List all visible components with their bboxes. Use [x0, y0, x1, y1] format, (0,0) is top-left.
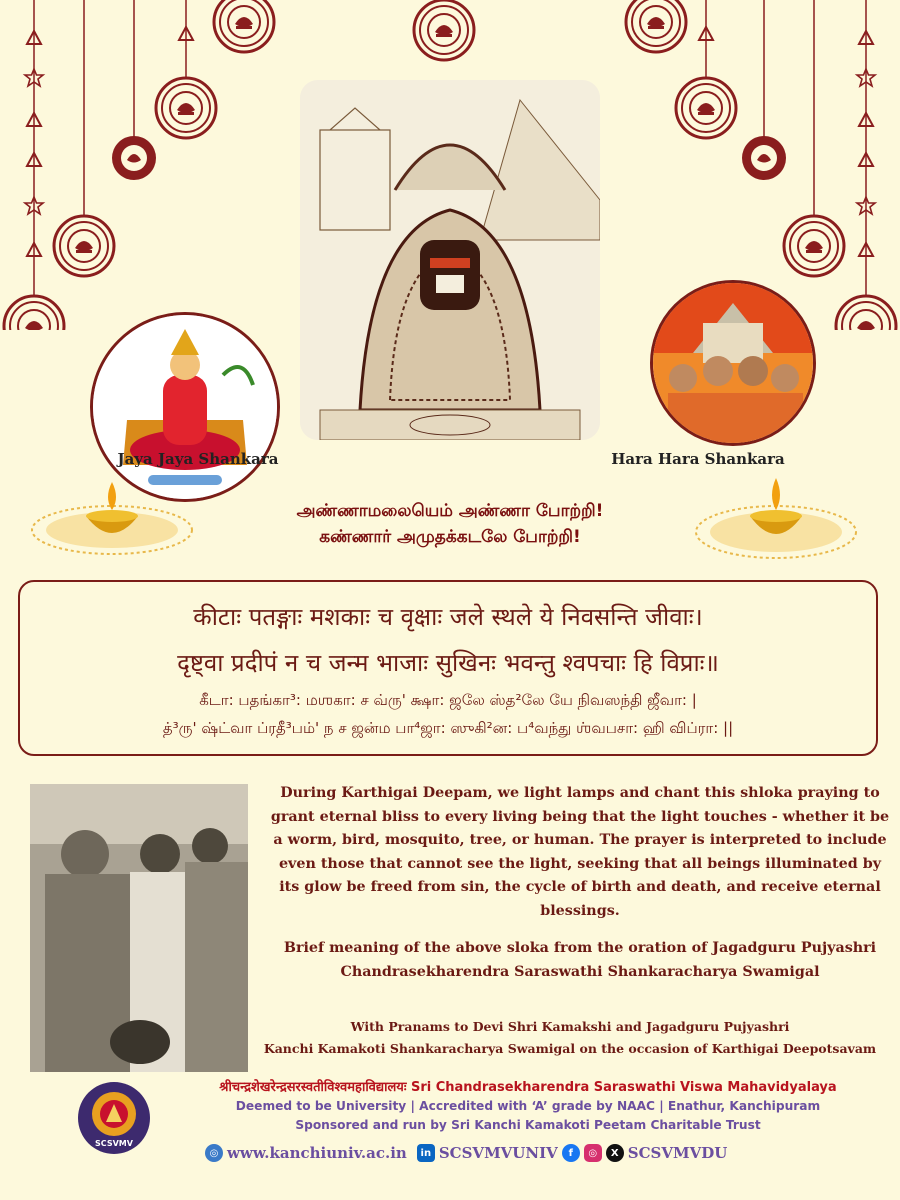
hara-hara-shankara-caption: Hara Hara Shankara [611, 450, 785, 468]
university-name: श्रीचन्द्रशेखरेन्द्रसरस्वतीविश्वमहाविद्यालयः Sri Chandrasekharendra Saraswathi Viswa Mahavidyalaya [219, 1080, 837, 1095]
x-handle[interactable]: SCSVMVDU [627, 1144, 728, 1162]
pranams-text [240, 1016, 900, 1060]
jaya-jaya-shankara-caption: Jaya Jaya Shankara [117, 450, 279, 468]
paramacharya-photo [30, 784, 248, 1072]
shloka-devanagari-line1: कीटाः पतङ्गाः मशकाः च वृक्षाः जले स्थले ये निवसन्ति जीवाः। [193, 603, 703, 631]
tamil-heading-line1: அண்ணாமலையெம் அண்ணா போற்றி! [296, 501, 604, 521]
tamil-heading-line2: கண்ணார் அமுதக்கடலே போற்றி! [319, 527, 581, 547]
logo-text: SCSVMV [95, 1139, 133, 1148]
footer-info [178, 1078, 878, 1135]
shloka-tamil-line1: கீடா: பதங்கா³: மஶகா: ச வ்ரு' க்ஷா: ஜலே ஸ்த²லே யே நிவஸந்தி ஜீவா: | [199, 691, 697, 709]
x-icon[interactable]: X [606, 1144, 624, 1162]
social-links [205, 1138, 727, 1168]
acharyas-image [650, 280, 816, 446]
meaning-note: Brief meaning of the above sloka from the oration of Jagadguru Pujyashri Chandrasekharendra Saraswathi Shankaracharya Swamigal [283, 940, 877, 980]
tamil-heading [0, 498, 900, 550]
scsvmv-logo [78, 1082, 150, 1154]
pranams-line1: With Pranams to Devi Shri Kamakshi and Jagadguru Pujyashri [350, 1019, 790, 1034]
shloka-devanagari-line2: दृष्ट्वा प्रदीपं न च जन्म भाजाः सुखिनः भवन्तु श्वपचाः हि विप्राः॥ [177, 649, 719, 677]
sponsor-text: Sponsored and run by Sri Kanchi Kamakoti Peetam Charitable Trust [295, 1118, 761, 1132]
linkedin-icon[interactable]: in [417, 1144, 435, 1162]
pranams-line2: Kanchi Kamakoti Shankaracharya Swamigal on the occasion of Karthigai Deepotsavam [263, 1041, 877, 1056]
shloka-box [18, 580, 878, 756]
facebook-icon[interactable]: f [562, 1144, 580, 1162]
linkedin-handle[interactable]: SCSVMVUNIV [438, 1144, 558, 1162]
arunachaleswara-sketch-image [300, 80, 600, 440]
globe-icon: ◎ [205, 1144, 223, 1162]
shloka-description: During Karthigai Deepam, we light lamps and chant this shloka praying to grant eternal bliss to every living being that the light touches - whether it be a worm, bird, mosquito, tree, or human. The prayer is interpreted to include even those that cannot see the light, seeking that all beings illuminated by its glow be freed from sin, the cycle of birth and death, and receive eternal blessings. [270, 785, 890, 919]
website-link[interactable]: www.kanchiuniv.ac.in [227, 1144, 407, 1162]
shloka-tamil-line2: த்³ரு' ஷ்ட்வா ப்ரதீ³பம்' ந ச ஜன்ம பா⁴ஜா: ஸுகி²ன: ப⁴வந்து ஶ்வபசா: ஹி விப்ரா: || [162, 719, 734, 737]
instagram-icon[interactable]: ◎ [584, 1144, 602, 1162]
accreditation-text: Deemed to be University | Accredited with ‘A’ grade by NAAC | Enathur, Kanchipuram [235, 1099, 821, 1113]
